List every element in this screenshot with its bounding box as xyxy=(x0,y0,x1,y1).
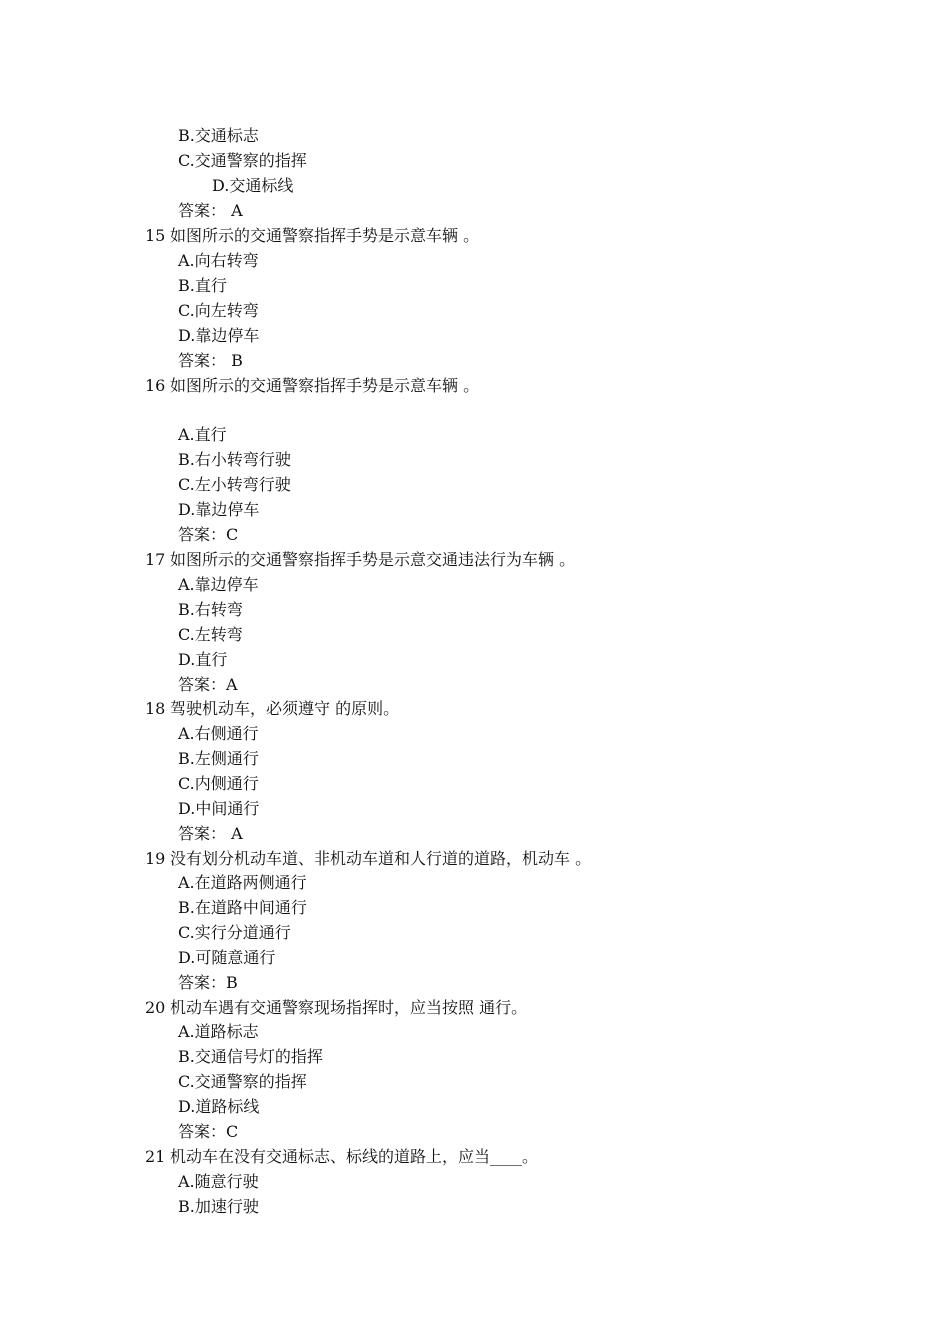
question-20 xyxy=(145,998,527,1018)
option-text: B.加速行驶 xyxy=(178,1197,259,1216)
answer-text: 答案：B xyxy=(178,973,238,992)
option-text: D.靠边停车 xyxy=(178,500,260,519)
option-text: D.交通标线 xyxy=(212,176,294,195)
option-text: B.交通标志 xyxy=(178,126,259,145)
question-number: 20 xyxy=(145,998,166,1017)
question-text: 如图所示的交通警察指挥手势是示意交通违法行为车辆 。 xyxy=(170,550,576,569)
option-text: A.道路标志 xyxy=(178,1022,259,1041)
option-text: A.直行 xyxy=(178,425,227,444)
question-number: 17 xyxy=(145,550,166,569)
question-text: 驾驶机动车，必须遵守 的原则。 xyxy=(170,699,400,718)
option-text: A.右侧通行 xyxy=(178,724,259,743)
option-text: C.内侧通行 xyxy=(178,774,259,793)
option-text: C.左转弯 xyxy=(178,625,243,644)
option-text: C.交通警察的指挥 xyxy=(178,151,307,170)
option-text: D.可随意通行 xyxy=(178,948,276,967)
answer-text: 答案： B xyxy=(178,351,243,370)
option-text: A.靠边停车 xyxy=(178,575,259,594)
answer-text: 答案： A xyxy=(178,824,243,843)
option-text: C.向左转弯 xyxy=(178,301,259,320)
answer-text: 答案：C xyxy=(178,525,239,544)
question-17 xyxy=(145,550,575,570)
option-text: A.向右转弯 xyxy=(178,251,259,270)
question-number: 15 xyxy=(145,226,166,245)
question-text: 如图所示的交通警察指挥手势是示意车辆 。 xyxy=(170,226,480,245)
option-text: D.直行 xyxy=(178,650,228,669)
option-text: D.靠边停车 xyxy=(178,326,260,345)
option-text: D.道路标线 xyxy=(178,1097,260,1116)
option-text: B.直行 xyxy=(178,276,227,295)
question-15 xyxy=(145,226,479,246)
option-text: B.在道路中间通行 xyxy=(178,898,307,917)
option-text: C.左小转弯行驶 xyxy=(178,475,291,494)
option-text: B.交通信号灯的指挥 xyxy=(178,1047,323,1066)
question-text: 如图所示的交通警察指挥手势是示意车辆 。 xyxy=(170,376,480,395)
option-text: D.中间通行 xyxy=(178,799,260,818)
question-number: 19 xyxy=(145,849,166,868)
question-16 xyxy=(145,376,479,396)
question-text: 机动车遇有交通警察现场指挥时，应当按照 通行。 xyxy=(170,998,528,1017)
question-number: 21 xyxy=(145,1147,166,1166)
option-text: B.右小转弯行驶 xyxy=(178,450,291,469)
option-text: A.随意行驶 xyxy=(178,1172,259,1191)
option-text: B.左侧通行 xyxy=(178,749,259,768)
question-number: 16 xyxy=(145,376,166,395)
answer-text: 答案：A xyxy=(178,675,238,694)
answer-text: 答案： A xyxy=(178,201,243,220)
question-19 xyxy=(145,849,591,869)
option-text: C.实行分道通行 xyxy=(178,923,291,942)
question-text: 没有划分机动车道、非机动车道和人行道的道路，机动车 。 xyxy=(170,849,592,868)
option-text: B.右转弯 xyxy=(178,600,243,619)
option-text: A.在道路两侧通行 xyxy=(178,873,307,892)
answer-text: 答案：C xyxy=(178,1122,239,1141)
question-18 xyxy=(145,699,399,719)
question-number: 18 xyxy=(145,699,166,718)
question-21 xyxy=(145,1147,538,1167)
option-text: C.交通警察的指挥 xyxy=(178,1072,307,1091)
question-text: 机动车在没有交通标志、标线的道路上，应当____。 xyxy=(170,1147,539,1166)
